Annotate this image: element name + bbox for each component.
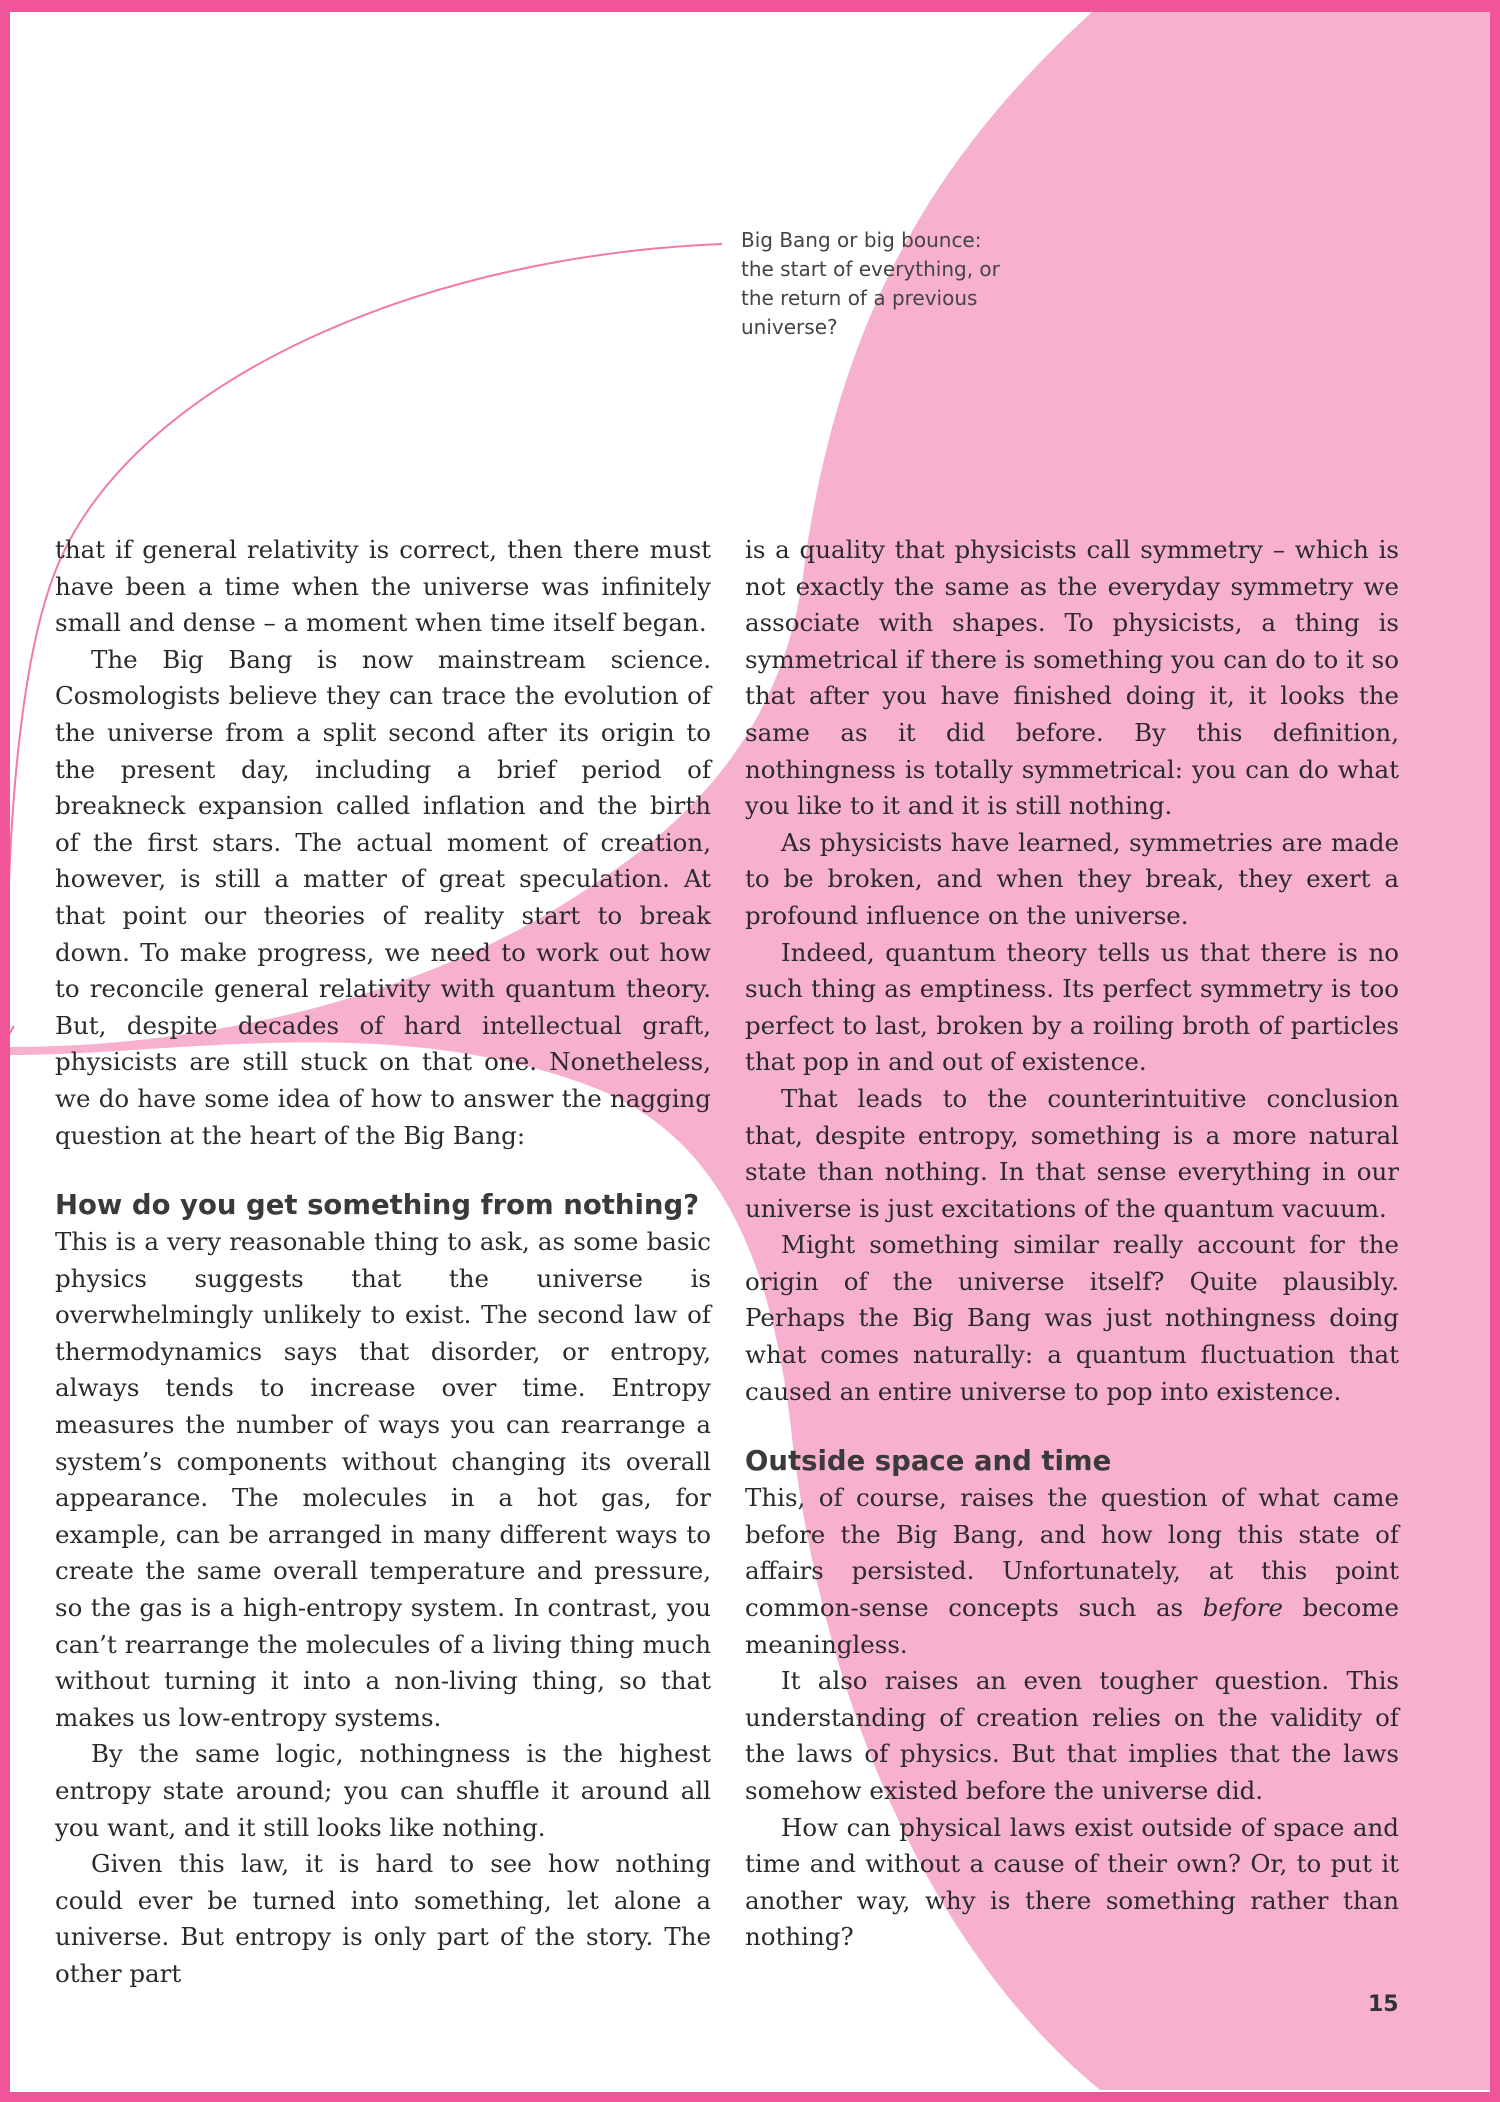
right-paragraph-1: is a quality that physicists call symmetry – which is not exactly the same as the everyday symmetry we associate with shapes. To physicists, a thing is symmetrical if there is something you can do to it so that after you have finished doing it, it looks the same as it did before. By this definition, nothingness is totally symmetrical: you can do what you like to it and it is still nothing.	[745, 535, 1399, 821]
right-paragraph-7: It also raises an even tougher question. This understanding of creation relies on the validity of the laws of physics. But that implies that the laws somehow existed before the universe did.	[745, 1666, 1399, 1805]
left-column	[55, 532, 711, 1993]
left-paragraph-1: that if general relativity is correct, then there must have been a time when the universe was infinitely small and dense – a moment when time itself began.	[55, 535, 711, 638]
figure-caption: Big Bang or big bounce: the start of everything, or the return of a previous universe?	[741, 228, 1000, 339]
right-paragraph-6	[745, 1480, 1399, 1663]
right-paragraph-6-end: become meaningless.	[745, 1593, 1399, 1659]
left-paragraph-2: The Big Bang is now mainstream science. Cosmologists believe they can trace the evolution of the universe from a split second after its origin to the present day, including a brief period of breakneck expansion called inflation and the birth of the first stars. The actual moment of creation, however, is still a matter of great speculation. At that point our theories of reality start to break down. To make progress, we need to work out how to reconcile general relativity with quantum theory. But, despite decades of hard intellectual graft, physicists are still stuck on that one. Nonetheless, we do have some idea of how to answer the nagging question at the heart of the Big Bang:	[55, 644, 711, 1150]
right-paragraph-8: How can physical laws exist outside of space and time and without a cause of their own? Or, to put it another way, why is there something rather than nothing?	[745, 1812, 1399, 1952]
left-paragraph-4: By the same logic, nothingness is the highest entropy state around; you can shuffle it around all you want, and it still looks like nothing.	[55, 1739, 711, 1842]
italic-word-before: before	[1202, 1593, 1283, 1623]
left-paragraph-5: Given this law, it is hard to see how nothing could ever be turned into something, let alone a universe. But entropy is only part of the story. The other part	[55, 1849, 711, 1988]
page-number: 15	[1368, 1992, 1399, 2017]
right-paragraph-4: That leads to the counterintuitive conclusion that, despite entropy, something is a more natural state than nothing. In that sense everything in our universe is just excitations of the quantum vacuum.	[745, 1083, 1399, 1223]
right-paragraph-6-start: This, of course, raises the question of what came before the Big Bang, and how long this state of affairs persisted. Unfortunately, at this point common-sense concepts such as	[745, 1483, 1399, 1623]
section-heading-outside-space-time: Outside space and time	[745, 1445, 1112, 1478]
section-heading-something-from-nothing: How do you get something from nothing?	[55, 1189, 700, 1222]
left-paragraph-3: This is a very reasonable thing to ask, as some basic physics suggests that the universe is overwhelmingly unlikely to exist. The second law of thermodynamics says that disorder, or entropy, always tends to increase over time. Entropy measures the number of ways you can rearrange a system’s components without changing its overall appearance. The molecules in a hot gas, for example, can be arranged in many different ways to create the same overall temperature and pressure, so the gas is a high-entropy system. In contrast, you can’t rearrange the molecules of a living thing much without turning it into a non-living thing, so that makes us low-entropy systems.	[55, 1227, 711, 1732]
right-paragraph-5: Might something similar really account for the origin of the universe itself? Quite plausibly. Perhaps the Big Bang was just nothingness doing what comes naturally: a quantum fluctuation that caused an entire universe to pop into existence.	[745, 1230, 1399, 1406]
right-paragraph-3: Indeed, quantum theory tells us that there is no such thing as emptiness. Its perfect symmetry is too perfect to last, broken by a roiling broth of particles that pop in and out of existence.	[745, 937, 1399, 1077]
right-column	[745, 532, 1399, 1956]
right-paragraph-2: As physicists have learned, symmetries are made to be broken, and when they break, they exert a profound influence on the universe.	[745, 827, 1399, 930]
